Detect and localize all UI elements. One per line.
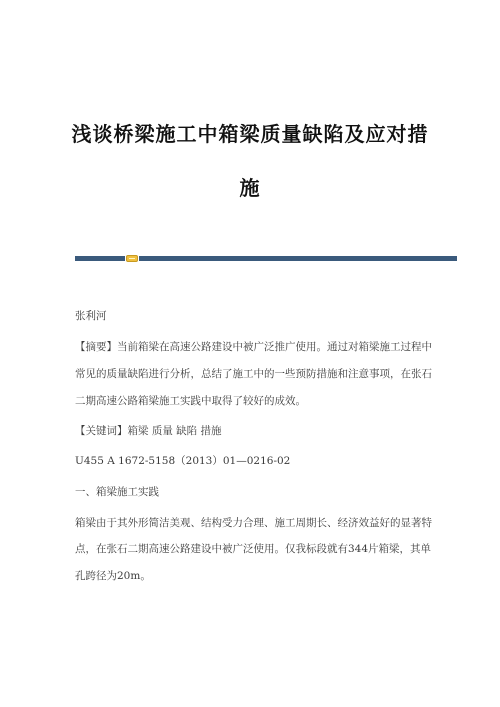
- abstract-line-2: 常见的质量缺陷进行分析，总结了施工中的一些预防措施和注意事项，在张石: [75, 368, 432, 380]
- divider-badge-icon: [126, 255, 138, 262]
- document-title-line-2: 施: [239, 176, 261, 200]
- document-title-line-1: 浅谈桥梁施工中箱梁质量缺陷及应对措: [71, 122, 429, 146]
- abstract-line-1: 【摘要】当前箱梁在高速公路建设中被广泛推广使用。通过对箱梁施工过程中: [75, 341, 432, 353]
- paragraph-line-3: 孔跨径为20m。: [75, 570, 151, 582]
- keywords: 【关键词】箱梁 质量 缺陷 措施: [75, 425, 222, 437]
- title-divider: [75, 256, 457, 261]
- divider-bar-right: [139, 256, 457, 261]
- section-heading: 一、箱梁施工实践: [75, 486, 159, 498]
- abstract-line-3: 二期高速公路箱梁施工实践中取得了较好的成效。: [75, 395, 306, 407]
- paragraph-line-2: 点，在张石二期高速公路建设中被广泛使用。仅我标段就有344片箱梁，其单: [75, 543, 432, 555]
- divider-bar-left: [75, 256, 125, 261]
- paragraph-line-1: 箱梁由于其外形简洁美观、结构受力合理、施工周期长、经济效益好的显著特: [75, 517, 432, 529]
- classification-code: U455 A 1672-5158（2013）01—0216-02: [75, 455, 291, 467]
- author-name: 张利河: [75, 310, 107, 322]
